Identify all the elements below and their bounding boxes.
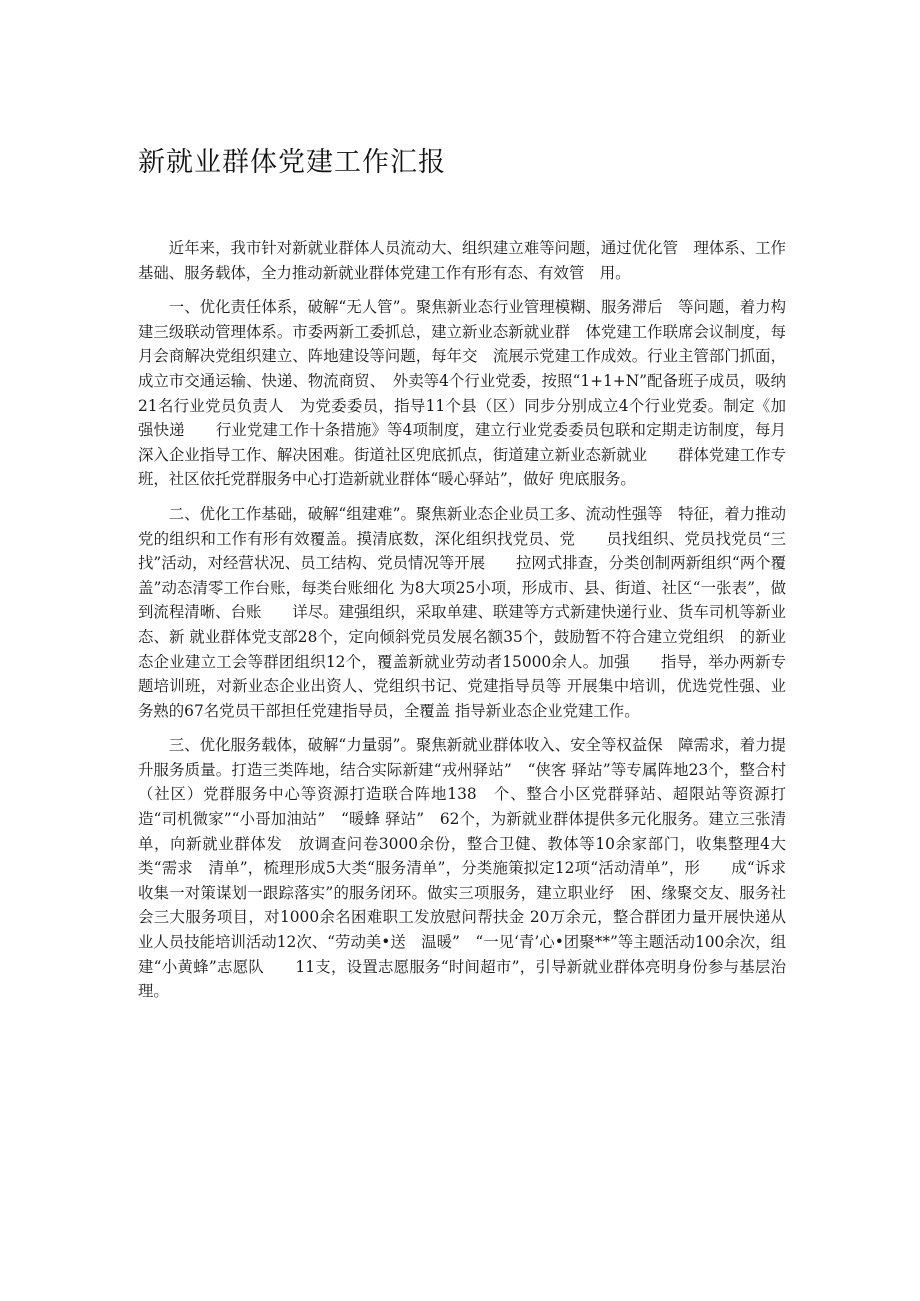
document-title: 新就业群体党建工作汇报 [138,147,446,178]
paragraph-section-3: 三、优化服务载体，破解“力量弱”。聚焦新就业群体收入、安全等权益保 障需求，着力提升服务质量。打造三类阵地，结合实际新建“戎州驿站” “侠客 驿站”等专属阵地23个，整合村（社区）党群服务中心等资源打造联合阵地138 个、整合小区党群驿站、超限站等资源打造“司机微家”“小哥加油站” “暖蜂 驿站” 62个，为新就业群体提供多元化服务。建立三张清单，向新就业群体发 放调查问卷3000余份，整合卫健、教体等10余家部门，收集整理4大类“需求 清单”，梳理形成5大类“服务清单”，分类施策拟定12项“活动清单”，形 成“诉求收集一对策谋划一跟踪落实”的服务闭环。做实三项服务，建立职业纾 困、缘聚交友、服务社会三大服务项目，对1000余名困难职工发放慰问帮扶金 20万余元，整合群团力量开展快递从业人员技能培训活动12次、“劳动美•送 温暖” “一见‘青’心•团聚**”等主题活动100余次，组建“小黄蜂”志愿队 11支，设置志愿服务“时间超市”，引导新就业群体亮明身份参与基层治理。 [138,736,786,1001]
paragraph-section-2: 二、优化工作基础，破解“组建难”。聚焦新业态企业员工多、流动性强等 特征，着力推动党的组织和工作有形有效覆盖。摸清底数，深化组织找党员、党 员找组织、党员找党员“三找”活动，对经营状况、员工结构、党员情况等开展 拉网式排查，分类创制两新组织“两个覆盖”动态清零工作台账，每类台账细化 为8大项25小项，形成市、县、街道、社区“一张表”，做到流程清晰、台账 详尽。建强组织，采取单建、联建等方式新建快递行业、货车司机等新业态、新 就业群体党支部28个，定向倾斜党员发展名额35个，鼓励暂不符合建立党组织 的新业态企业建立工会等群团组织12个，覆盖新就业劳动者15000余人。加强 指导，举办两新专题培训班，对新业态企业出资人、党组织书记、党建指导员等 开展集中培训，优选党性强、业务熟的67名党员干部担任党建指导员，全覆盖 指导新业态企业党建工作。 [138,504,786,720]
document-body [138,236,786,1014]
paragraph-intro: 近年来，我市针对新就业群体人员流动大、组织建立难等问题，通过优化管 理体系、工作基础、服务载体，全力推动新就业群体党建工作有形有态、有效管 用。 [138,239,786,282]
paragraph-section-1: 一、优化责任体系，破解“无人管”。聚焦新业态行业管理模糊、服务滞后 等问题，着力构建三级联动管理体系。市委两新工委抓总，建立新业态新就业群 体党建工作联席会议制度，每月会商解决党组织建立、阵地建设等问题，每年交 流展示党建工作成效。行业主管部门抓面，成立市交通运输、快递、物流商贸、 外卖等4个行业党委，按照“1+1+N”配备班子成员，吸纳21名行业党员负责人 为党委委员，指导11个县（区）同步分别成立4个行业党委。制定《加强快递 行业党建工作十条措施》等4项制度，建立行业党委委员包联和定期走访制度，每月深入企业指导工作、解决困难。街道社区兜底抓点，街道建立新业态新就业 群体党建工作专班，社区依托党群服务中心打造新就业群体“暖心驿站”，做好 兜底服务。 [138,298,786,489]
